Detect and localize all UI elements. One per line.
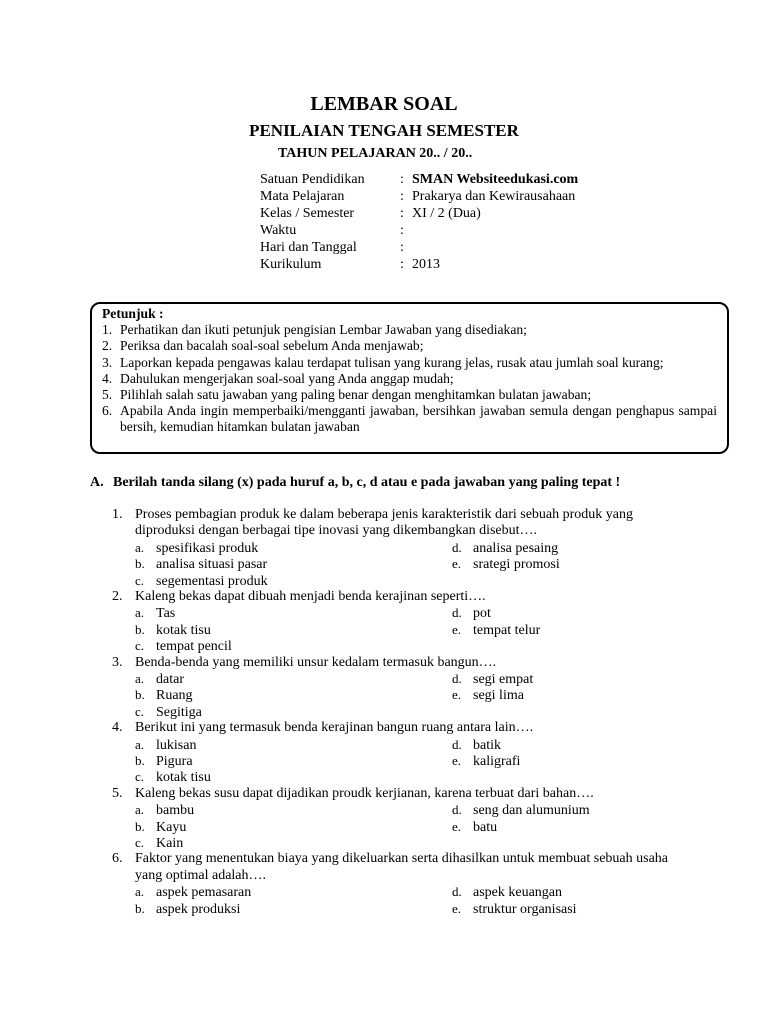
- info-value: 2013: [412, 257, 440, 272]
- info-label: Waktu: [260, 223, 297, 238]
- info-colon: :: [400, 257, 404, 272]
- option-e[interactable]: e. srategi promosi: [452, 556, 560, 573]
- instructions-title: Petunjuk :: [102, 306, 164, 321]
- section-letter: A.: [90, 475, 104, 490]
- option-d[interactable]: d. seng dan alumunium: [452, 802, 590, 819]
- option-b[interactable]: b. kotak tisu: [135, 621, 211, 638]
- info-label: Satuan Pendidikan: [260, 172, 365, 187]
- option-b[interactable]: b. Ruang: [135, 687, 193, 704]
- question-text: [112, 786, 672, 802]
- instruction-text: Pilihlah salah satu jawaban yang paling benar dengan menghitamkan bulatan jawaban;: [120, 387, 592, 403]
- instruction-text: Periksa dan bacalah soal-soal sebelum Anda menjawab;: [120, 338, 424, 354]
- info-colon: :: [400, 223, 404, 238]
- answer-options: [135, 605, 672, 654]
- option-b[interactable]: b. Kayu: [135, 818, 187, 835]
- option-c[interactable]: c. segementasi produk: [135, 572, 268, 589]
- document-subtitle: PENILAIAN TENGAH SEMESTER: [249, 121, 519, 140]
- question-text: [112, 720, 672, 736]
- answer-options: [135, 884, 672, 917]
- option-c[interactable]: c. kotak tisu: [135, 769, 211, 786]
- option-d[interactable]: d. segi empat: [452, 670, 534, 687]
- info-colon: :: [400, 206, 404, 221]
- option-a[interactable]: a. aspek pemasaran: [135, 884, 252, 901]
- instruction-text: Laporkan kepada pengawas kalau terdapat tulisan yang kurang jelas, rusak atau jumlah soal kurang;: [120, 354, 664, 370]
- question-line: Kaleng bekas susu dapat dijadikan proudk kerjianan, karena terbuat dari bahan….: [135, 785, 594, 801]
- question-number: 4.: [112, 720, 123, 736]
- option-e[interactable]: e. kaligrafi: [452, 752, 521, 769]
- question-number: 3.: [112, 654, 123, 670]
- instruction-item: [102, 371, 717, 387]
- question-3: [112, 655, 672, 721]
- option-a[interactable]: a. bambu: [135, 802, 195, 819]
- question-line: Proses pembagian produk ke dalam beberapa jenis karakteristik dari sebuah produk yang: [135, 507, 634, 522]
- question-number: 1.: [112, 507, 123, 522]
- instructions-list: [102, 322, 717, 435]
- question-text: [112, 589, 672, 605]
- question-text: [112, 851, 672, 884]
- answer-options: [135, 540, 672, 589]
- info-value: Prakarya dan Kewirausahaan: [412, 189, 576, 204]
- info-colon: :: [400, 172, 404, 187]
- info-label: Kelas / Semester: [260, 206, 355, 221]
- document-title: LEMBAR SOAL: [310, 93, 458, 115]
- option-d[interactable]: d. batik: [452, 736, 501, 753]
- info-label: Kurikulum: [260, 257, 322, 272]
- option-a[interactable]: a. Tas: [135, 605, 176, 622]
- option-c[interactable]: c. Kain: [135, 834, 184, 851]
- option-d[interactable]: d. pot: [452, 605, 491, 622]
- question-number: 2.: [112, 588, 123, 604]
- question-number: 5.: [112, 785, 123, 801]
- option-d[interactable]: d. analisa pesaing: [452, 539, 559, 556]
- question-list: [112, 507, 672, 917]
- instruction-text: Dahulukan mengerjakan soal-soal yang Anda anggap mudah;: [120, 370, 454, 386]
- option-e[interactable]: e. tempat telur: [452, 621, 541, 638]
- answer-options: [135, 737, 672, 786]
- option-b[interactable]: b. aspek produksi: [135, 900, 241, 917]
- option-e[interactable]: e. struktur organisasi: [452, 900, 577, 917]
- instruction-number: 5.: [102, 387, 113, 403]
- info-colon: :: [400, 189, 404, 204]
- question-1: [112, 507, 672, 589]
- instruction-item: [102, 387, 717, 403]
- section-heading: [90, 475, 620, 491]
- question-text: [112, 655, 672, 671]
- instruction-item: [102, 403, 717, 435]
- instruction-item: [102, 355, 717, 371]
- question-line: Benda-benda yang memiliki unsur kedalam termasuk bangun….: [135, 654, 497, 670]
- option-b[interactable]: b. analisa situasi pasar: [135, 556, 268, 573]
- option-a[interactable]: a. lukisan: [135, 736, 197, 753]
- question-4: [112, 720, 672, 786]
- instructions-box: [90, 302, 729, 454]
- instruction-number: 3.: [102, 354, 113, 370]
- answer-options: [135, 802, 672, 851]
- section-instruction: Berilah tanda silang (x) pada huruf a, b, c, d atau e pada jawaban yang paling tepat !: [113, 475, 621, 490]
- info-value: SMAN Websiteedukasi.com: [412, 172, 579, 187]
- info-value: XI / 2 (Dua): [412, 206, 481, 221]
- question-text: [112, 507, 672, 540]
- option-c[interactable]: c. Segitiga: [135, 703, 202, 720]
- question-line: Kaleng bekas dapat dibuah menjadi benda kerajinan seperti….: [135, 588, 486, 604]
- instruction-number: 2.: [102, 338, 113, 354]
- info-colon: :: [400, 240, 404, 255]
- instruction-number: 6.: [102, 403, 113, 419]
- info-label: Hari dan Tanggal: [260, 240, 357, 255]
- question-2: [112, 589, 672, 655]
- option-c[interactable]: c. tempat pencil: [135, 638, 232, 655]
- instruction-item: [102, 322, 717, 338]
- option-b[interactable]: b. Pigura: [135, 752, 193, 769]
- question-5: [112, 786, 672, 852]
- answer-options: [135, 671, 672, 720]
- instruction-number: 1.: [102, 322, 113, 338]
- academic-year-text: TAHUN PELAJARAN 20.. / 20..: [278, 146, 473, 161]
- question-line: Berikut ini yang termasuk benda kerajinan bangun ruang antara lain….: [135, 720, 534, 736]
- option-a[interactable]: a. spesifikasi produk: [135, 539, 259, 556]
- question-6: [112, 851, 672, 917]
- instruction-item: [102, 338, 717, 354]
- instruction-text: Apabila Anda ingin memperbaiki/mengganti jawaban, bersihkan jawaban semula dengan penghapus sampai bersih, kemudian hitamkan bulatan jawaban: [120, 403, 717, 435]
- option-e[interactable]: e. batu: [452, 818, 498, 835]
- question-line: Faktor yang menentukan biaya yang dikeluarkan serta dihasilkan untuk membuat sebuah usaha: [135, 851, 669, 867]
- instruction-number: 4.: [102, 370, 113, 386]
- question-line: diproduksi dengan berbagai tipe inovasi yang dikembangkan disebut….: [135, 523, 538, 539]
- option-d[interactable]: d. aspek keuangan: [452, 884, 563, 901]
- question-line: yang optimal adalah….: [135, 867, 267, 883]
- option-e[interactable]: e. segi lima: [452, 687, 524, 704]
- option-a[interactable]: a. datar: [135, 670, 184, 687]
- info-label: Mata Pelajaran: [260, 189, 345, 204]
- question-number: 6.: [112, 851, 123, 867]
- instruction-text: Perhatikan dan ikuti petunjuk pengisian Lembar Jawaban yang disediakan;: [120, 322, 527, 338]
